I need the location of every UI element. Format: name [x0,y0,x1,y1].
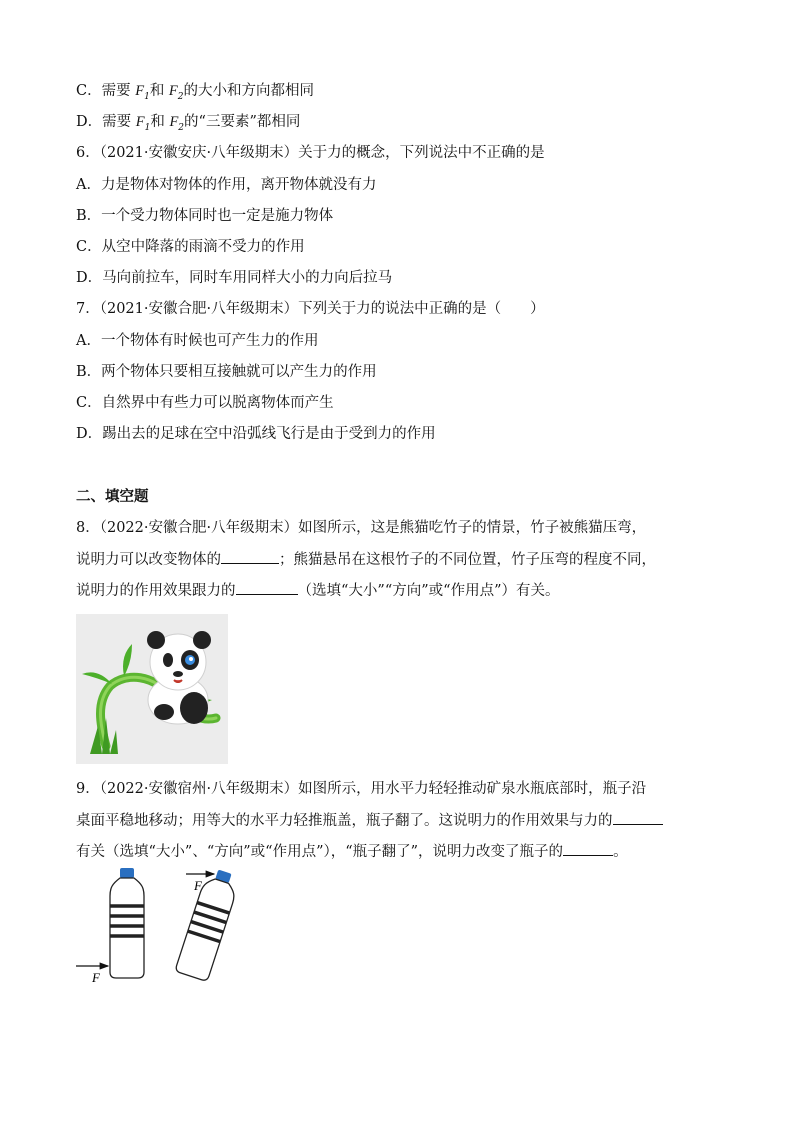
q9-line-2: 桌面平稳地移动；用等大的水平力轻推瓶盖，瓶子翻了。这说明力的作用效果与力的 [76,810,663,831]
upright-bottle [110,868,144,978]
q6-stem: 6．（2021·安徽安庆·八年级期末）关于力的概念，下列说法中不正确的是 [76,145,545,161]
section-heading: 二、填空题 [76,488,149,505]
q9-line-3: 有关（选填“大小”、“方向”或“作用点”），“瓶子翻了”，说明力改变了瓶子的 。 [76,841,628,862]
panda-bamboo-illustration [76,614,228,764]
q6-option-d: D．马向前拉车，同时车用同样大小的力向后拉马 [76,270,393,286]
q8-line-1: 8．（2022·安徽合肥·八年级期末）如图所示，这是熊猫吃竹子的情景，竹子被熊猫压弯， [76,520,647,536]
q8-line-2: 说明力可以改变物体的 ；熊猫悬吊在这根竹子的不同位置，竹子压弯的程度不同， [76,549,656,570]
answer-blank[interactable] [236,580,298,595]
panda-bamboo-figure [76,614,228,764]
answer-blank[interactable] [221,549,279,564]
q6-option-b: B．一个受力物体同时也一定是施力物体 [76,208,334,224]
bottles-illustration [76,866,246,986]
q7-stem: 7．（2021·安徽合肥·八年级期末）下列关于力的说法中正确的是（ ） [76,301,545,317]
tilting-bottle [175,866,241,981]
f2-symbol: F [168,83,178,99]
answer-blank[interactable] [613,810,663,825]
force-label-right: F [194,878,202,893]
f1-symbol: F [135,83,145,99]
q7-option-d: D．踢出去的足球在空中沿弧线飞行是由于受到力的作用 [76,426,436,442]
q7-option-a: A．一个物体有时候也可产生力的作用 [76,333,319,349]
q6-option-a: A．力是物体对物体的作用，离开物体就没有力 [76,177,377,193]
q8-line-3: 说明力的作用效果跟力的 （选填“大小”“方向”或“作用点”）有关。 [76,580,559,601]
q5-option-d: D．需要 $F_1$和 $F_2$的“三要素”都相同 [76,114,301,133]
f1-symbol: F [135,114,145,130]
answer-blank[interactable] [563,841,613,856]
q7-option-b: B．两个物体只要相互接触就可以产生力的作用 [76,364,377,380]
q9-line-1: 9．（2022·安徽宿州·八年级期末）如图所示，用水平力轻轻推动矿泉水瓶底部时，瓶子沿 [76,781,647,797]
q6-option-c: C．从空中降落的雨滴不受力的作用 [76,239,305,255]
q7-option-c: C．自然界中有些力可以脱离物体而产生 [76,395,334,411]
force-label-left: F [92,970,100,985]
f2-symbol: F [169,114,179,130]
bottles-figure [76,866,246,986]
q5-option-c: C．需要 $F_1$和 $F_2$的大小和方向都相同 [76,83,315,102]
